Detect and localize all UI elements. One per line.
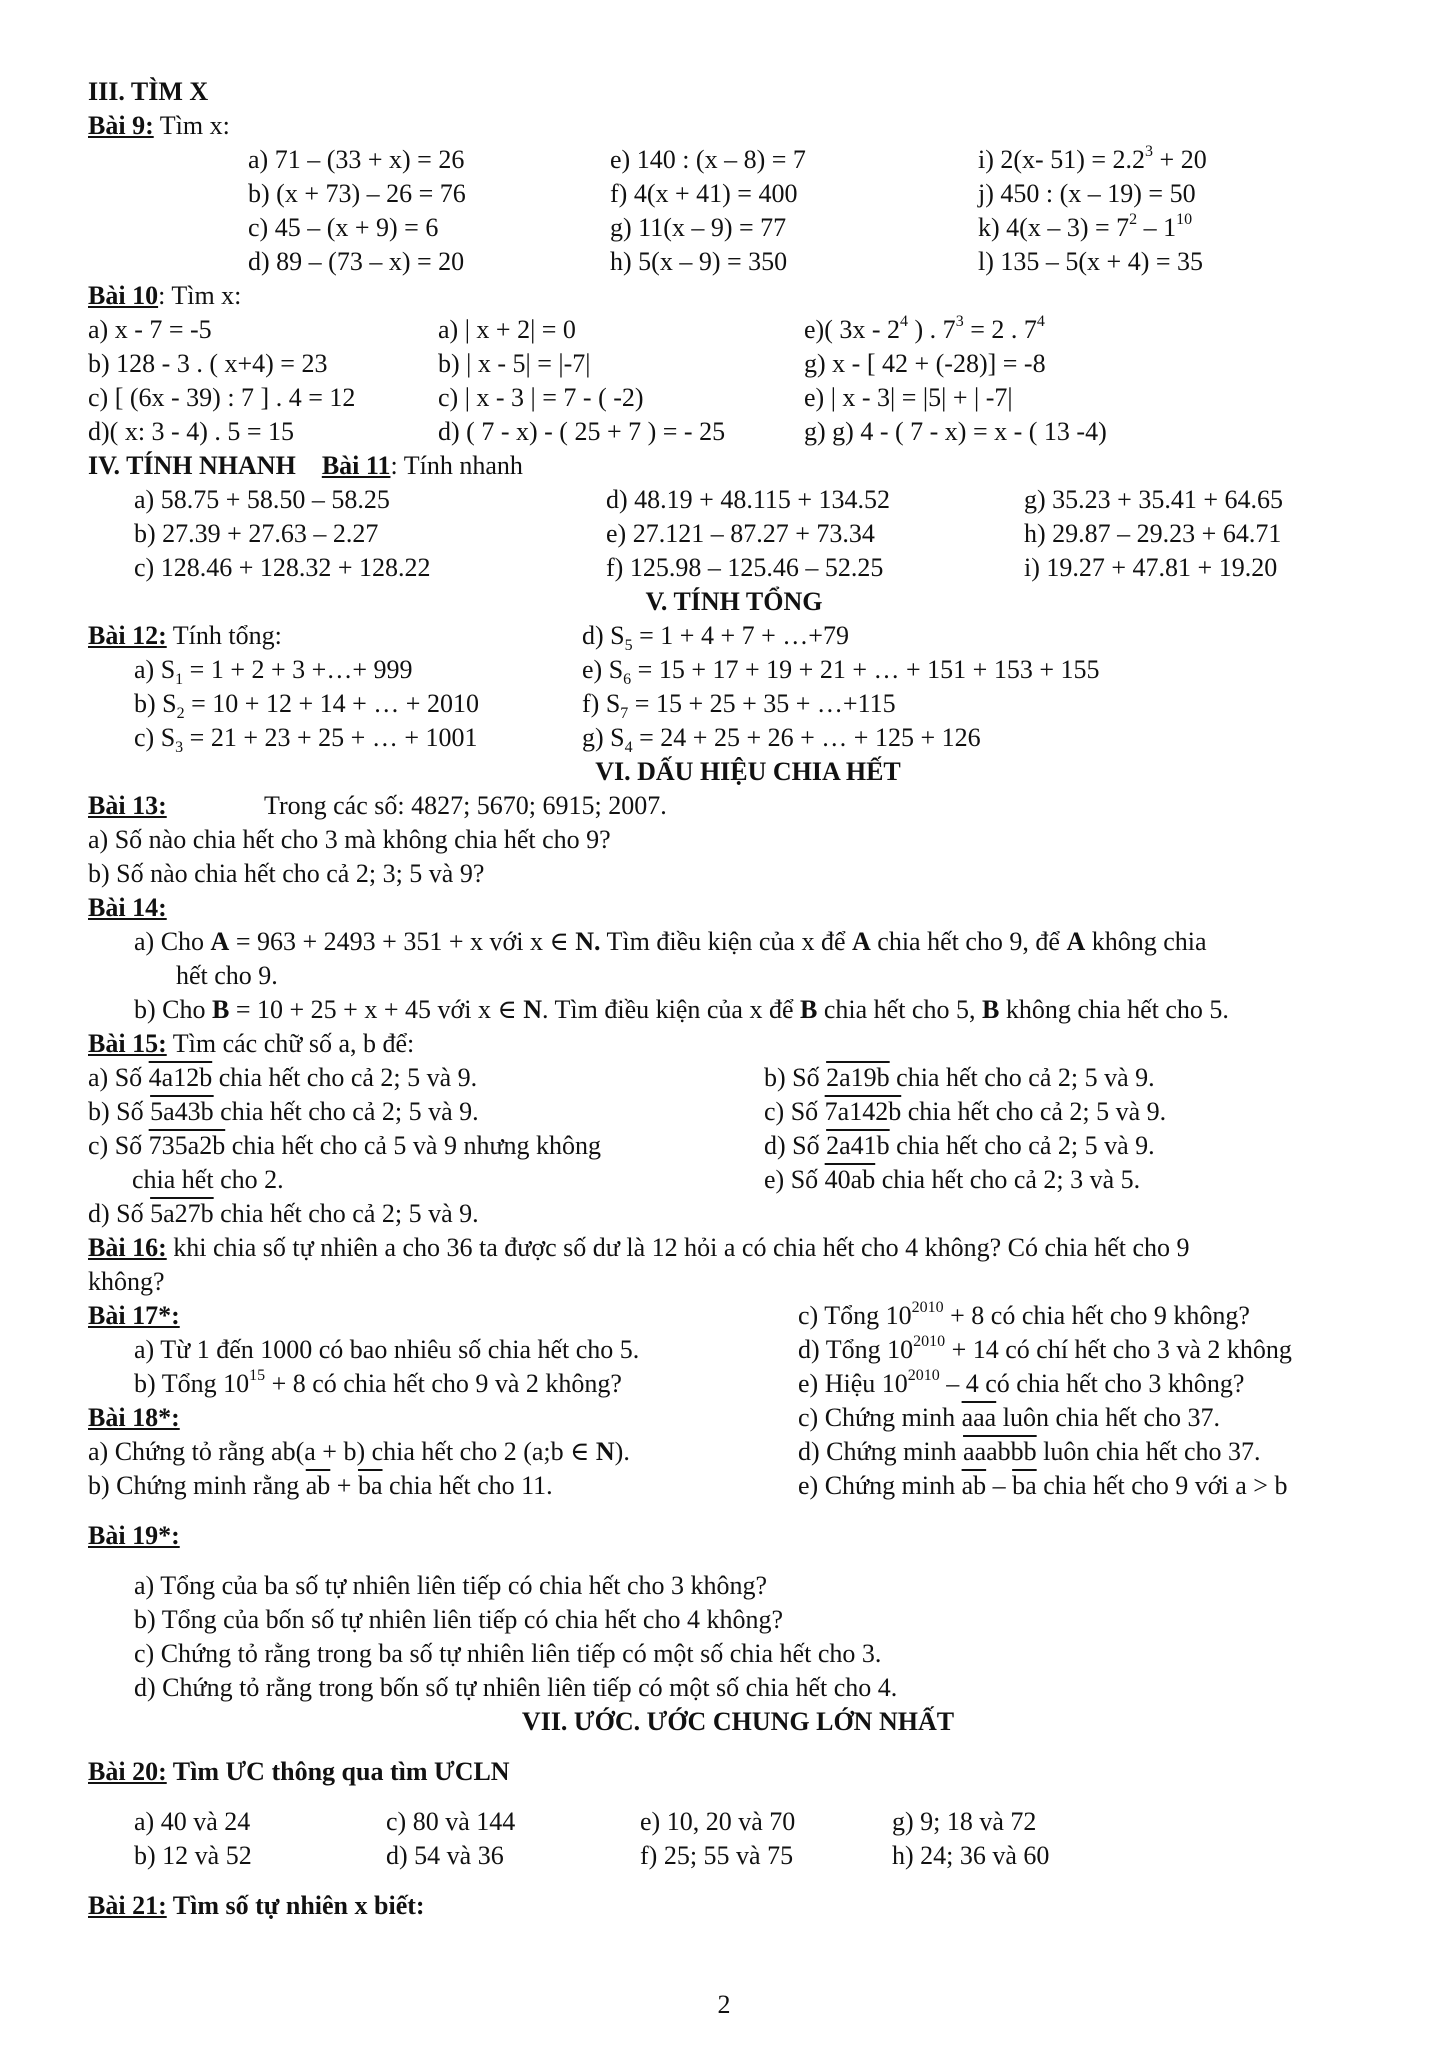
bai12-c-post: = 21 + 23 + 25 + … + 1001 <box>183 723 478 752</box>
bai18-c-t2: luôn chia hết cho 37. <box>996 1403 1221 1432</box>
bai15-re-pre: e) Số <box>764 1165 825 1194</box>
bai14-b-t4: chia hết cho 5, <box>817 995 982 1024</box>
bai18-item-a <box>88 1436 630 1468</box>
bai15-right-c <box>764 1096 1166 1128</box>
bai16-line1 <box>88 1232 1190 1264</box>
bai10-e-mid2: = 2 . 7 <box>963 315 1037 344</box>
bai15-rb-post: chia hết cho cả 2; 5 và 9. <box>889 1063 1155 1092</box>
bai15-rc-num: 7a142b <box>824 1097 902 1126</box>
bai10-c2-d: d) ( 7 - x) - ( 25 + 7 ) = - 25 <box>438 417 726 446</box>
bai15-la-pre: a) Số <box>88 1063 149 1092</box>
bai12-d-post: = 1 + 4 + 7 + …+79 <box>632 621 849 650</box>
bai20-item-d: d) 54 và 36 <box>386 1841 504 1870</box>
bai20-text: Tìm ƯC thông qua tìm ƯCLN <box>166 1757 510 1786</box>
bai14-a-t1: a) Cho <box>134 927 211 956</box>
bai17-heading <box>88 1300 180 1332</box>
bai20-item-e: e) 10, 20 và 70 <box>640 1807 796 1836</box>
bai17-item-b <box>134 1368 622 1400</box>
bai9-item-d: d) 89 – (73 – x) = 20 <box>248 247 465 276</box>
bai12-e-post: = 15 + 17 + 19 + 21 + … + 151 + 153 + 155 <box>631 655 1100 684</box>
section-title-tinh-tong: V. TÍNH TỔNG <box>645 587 823 616</box>
bai20-item-g: g) 9; 18 và 72 <box>892 1807 1037 1836</box>
bai12-item-d <box>582 620 849 655</box>
bai20-item-f: f) 25; 55 và 75 <box>640 1841 794 1870</box>
bai12-d-sub: 5 <box>624 637 633 655</box>
bai12-f-pre: f) S <box>582 689 621 718</box>
bai9-item-c: c) 45 – (x + 9) = 6 <box>248 213 439 242</box>
bai15-right-e <box>764 1164 1140 1196</box>
bai10-c1-b: b) 128 - 3 . ( x+4) = 23 <box>88 349 328 378</box>
bai18-item-b <box>88 1470 553 1502</box>
bai10-e-s3: 4 <box>1036 313 1045 331</box>
bai18-item-c <box>798 1402 1220 1434</box>
bai17-e-pre: e) Hiệu 10 <box>798 1369 908 1398</box>
bai15-text: Tìm các chữ số a, b để: <box>166 1029 415 1058</box>
bai18-heading <box>88 1402 180 1434</box>
bai11-item-a: a) 58.75 + 58.50 – 58.25 <box>134 485 390 514</box>
bai12-item-c <box>134 722 478 757</box>
bai18-b-t1: b) Chứng minh rằng <box>88 1471 306 1500</box>
bai15-rd-post: chia hết cho cả 2; 5 và 9. <box>889 1131 1155 1160</box>
bai12-a-sub: 1 <box>175 671 184 689</box>
bai17-label: Bài 17*: <box>88 1301 180 1330</box>
bai12-f-post: = 15 + 25 + 35 + …+115 <box>628 689 896 718</box>
bai19-heading <box>88 1520 180 1552</box>
bai17-c-sup: 2010 <box>911 1299 944 1317</box>
bai14-b-N: N <box>523 995 542 1024</box>
bai9-k-mid: – 1 <box>1137 213 1177 242</box>
bai14-b-t5: không chia hết cho 5. <box>999 995 1229 1024</box>
bai12-b-post: = 10 + 12 + 14 + … + 2010 <box>184 689 479 718</box>
bai11-item-d: d) 48.19 + 48.115 + 134.52 <box>606 485 891 514</box>
bai20-heading <box>88 1756 510 1788</box>
bai11-item-e: e) 27.121 – 87.27 + 73.34 <box>606 519 875 548</box>
bai12-g-pre: g) S <box>582 723 625 752</box>
bai16-text: khi chia số tự nhiên a cho 36 ta được số dư là 12 hỏi a có chia hết cho 4 không? Có chia hết cho 9 <box>166 1233 1190 1262</box>
bai15-left-a <box>88 1062 477 1094</box>
bai15-left-c-cont: chia hết cho 2. <box>132 1165 284 1194</box>
bai9-item-b: b) (x + 73) – 26 = 76 <box>248 179 466 208</box>
bai12-e-pre: e) S <box>582 655 624 684</box>
bai18-item-e <box>798 1470 1287 1502</box>
bai10-c1-a: a) x - 7 = -5 <box>88 315 212 344</box>
bai9-item-j: j) 450 : (x – 19) = 50 <box>978 179 1196 208</box>
bai17-b-post: + 8 có chia hết cho 9 và 2 không? <box>265 1369 622 1398</box>
bai17-item-e <box>798 1368 1244 1400</box>
bai17-item-d <box>798 1334 1292 1366</box>
bai10-e-pre: e)( 3x - 2 <box>804 315 901 344</box>
bai10-text: : Tìm x: <box>158 281 242 310</box>
bai15-rd-num: 2a41b <box>826 1131 890 1160</box>
bai10-c2-c: c) | x - 3 | = 7 - ( -2) <box>438 383 644 412</box>
bai9-heading <box>88 110 230 142</box>
bai16-line2: không? <box>88 1267 165 1296</box>
bai19-item-a: a) Tổng của ba số tự nhiên liên tiếp có chia hết cho 3 không? <box>134 1571 768 1600</box>
bai11-item-i: i) 19.27 + 47.81 + 19.20 <box>1024 553 1278 582</box>
bai12-text: Tính tổng: <box>166 621 282 650</box>
bai18-b-ba: $\overline{ba}$ <box>357 1471 383 1500</box>
bai19-item-b: b) Tổng của bốn số tự nhiên liên tiếp có chia hết cho 4 không? <box>134 1605 784 1634</box>
bai17-item-c <box>798 1300 1250 1332</box>
bai9-item-g: g) 11(x – 9) = 77 <box>610 213 787 242</box>
bai10-c3-e2: e) | x - 3| = |5| + | -7| <box>804 383 1013 412</box>
bai18-e-ab: $\overline{ab}$ <box>961 1471 987 1500</box>
bai17-item-a: a) Từ 1 đến 1000 có bao nhiêu số chia hết cho 5. <box>134 1335 640 1364</box>
bai18-item-d <box>798 1436 1261 1468</box>
bai14-item-b <box>134 994 1229 1026</box>
bai15-lb-pre: b) Số <box>88 1097 151 1126</box>
bai15-right-b <box>764 1062 1155 1094</box>
bai10-c2-b: b) | x - 5| = |-7| <box>438 349 591 378</box>
bai10-e-s1: 4 <box>900 313 909 331</box>
bai9-i-sup: 3 <box>1145 143 1154 161</box>
section-title-tinh-nhanh: IV. TÍNH NHANH <box>88 451 296 480</box>
bai12-b-pre: b) S <box>134 689 177 718</box>
bai10-c3-g: g) x - [ 42 + (-28)] = -8 <box>804 349 1046 378</box>
bai15-rc-post: chia hết cho cả 2; 5 và 9. <box>901 1097 1167 1126</box>
bai9-i-post: + 20 <box>1153 145 1207 174</box>
bai15-rb-pre: b) Số <box>764 1063 827 1092</box>
bai18-b-plus: + <box>330 1471 358 1500</box>
bai20-item-h: h) 24; 36 và 60 <box>892 1841 1050 1870</box>
bai18-b-t2: chia hết cho 11. <box>382 1471 553 1500</box>
bai12-g-post: = 24 + 25 + 26 + … + 125 + 126 <box>632 723 981 752</box>
bai14-b-B3: B <box>981 995 1000 1024</box>
bai18-c-t1: c) Chứng minh <box>798 1403 962 1432</box>
bai18-b-ab: $\overline{ab}$ <box>305 1471 331 1500</box>
bai10-e-mid: ) . 7 <box>908 315 956 344</box>
bai12-e-sub: 6 <box>623 671 632 689</box>
section-title-dau-hieu: VI. DẤU HIỆU CHIA HẾT <box>595 757 901 786</box>
bai20-item-a: a) 40 và 24 <box>134 1807 251 1836</box>
bai14-b-t2: = 10 + 25 + x + 45 với x ∈ <box>229 995 524 1024</box>
bai9-k-pre: k) 4(x – 3) = 7 <box>978 213 1130 242</box>
bai15-rb-num: 2a19b <box>826 1063 890 1092</box>
bai15-lb-num: 5a43b <box>150 1097 214 1126</box>
bai12-a-post: = 1 + 2 + 3 +…+ 999 <box>183 655 413 684</box>
bai11-item-f: f) 125.98 – 125.46 – 52.25 <box>606 553 884 582</box>
bai21-heading <box>88 1890 425 1922</box>
bai21-label: Bài 21: <box>88 1891 167 1920</box>
bai15-lc-post: chia hết cho cả 5 và 9 nhưng không <box>225 1131 602 1160</box>
bai10-c1-d: d)( x: 3 - 4) . 5 = 15 <box>88 417 295 446</box>
bai12-c-pre: c) S <box>134 723 176 752</box>
bai12-d-pre: d) S <box>582 621 625 650</box>
section-title-tim-x: III. TÌM X <box>88 77 209 106</box>
bai18-e-t1: e) Chứng minh <box>798 1471 962 1500</box>
bai14-b-t3: . Tìm điều kiện của x để <box>542 995 801 1024</box>
bai19-label: Bài 19*: <box>88 1521 180 1550</box>
bai18-e-t2: chia hết cho 9 với a > b <box>1036 1471 1288 1500</box>
bai14-heading <box>88 892 167 924</box>
bai15-right-d <box>764 1130 1155 1162</box>
bai11-item-b: b) 27.39 + 27.63 – 2.27 <box>134 519 379 548</box>
bai18-a-t1: a) Chứng tỏ rằng ab(a + b) chia hết cho 2 (a;b ∈ <box>88 1437 596 1466</box>
bai15-la-num: 4a12b <box>148 1063 213 1092</box>
bai11-label: Bài 11 <box>321 451 391 480</box>
bai15-left-d <box>88 1198 479 1230</box>
bai14-a-t3: Tìm điều kiện của x để <box>600 927 852 956</box>
bai14-a-t2: = 963 + 2493 + 351 + x với x ∈ <box>229 927 576 956</box>
bai15-la-post: chia hết cho cả 2; 5 và 9. <box>212 1063 478 1092</box>
bai10-e-s2: 3 <box>955 313 964 331</box>
bai20-item-c: c) 80 và 144 <box>386 1807 516 1836</box>
bai13-label: Bài 13: <box>88 791 167 820</box>
bai14-a-N: N. <box>575 927 601 956</box>
bai11-item-h: h) 29.87 – 29.23 + 64.71 <box>1024 519 1282 548</box>
bai15-lc-num: 735a2b <box>148 1131 226 1160</box>
bai16-label: Bài 16: <box>88 1233 167 1262</box>
bai18-e-minus: – <box>986 1471 1013 1500</box>
bai18-a-t2: ). <box>614 1437 630 1466</box>
section-title-uoc: VII. ƯỚC. ƯỚC CHUNG LỚN NHẤT <box>521 1707 955 1736</box>
bai12-item-e <box>582 654 1100 689</box>
bai12-item-f <box>582 688 896 723</box>
bai11-item-c: c) 128.46 + 128.32 + 128.22 <box>134 553 431 582</box>
bai18-d-t1: d) Chứng minh <box>798 1437 964 1466</box>
bai9-item-f: f) 4(x + 41) = 400 <box>610 179 798 208</box>
bai12-item-g <box>582 722 981 757</box>
bai15-left-b <box>88 1096 479 1128</box>
bai10-c3-e <box>804 314 1045 346</box>
bai12-c-sub: 3 <box>175 739 184 757</box>
bai17-c-pre: c) Tổng 10 <box>798 1301 912 1330</box>
bai17-e-post: – 4 có chia hết cho 3 không? <box>939 1369 1245 1398</box>
bai15-left-c <box>88 1130 601 1162</box>
bai9-item-k <box>978 212 1192 244</box>
bai20-label: Bài 20: <box>88 1757 167 1786</box>
bai17-b-pre: b) Tổng 10 <box>134 1369 250 1398</box>
bai19-item-d: d) Chứng tỏ rằng trong bốn số tự nhiên liên tiếp có một số chia hết cho 4. <box>134 1673 898 1702</box>
bai10-label: Bài 10 <box>88 281 159 310</box>
bai12-b-sub: 2 <box>176 705 185 723</box>
bai15-ld-pre: d) Số <box>88 1199 151 1228</box>
bai11-heading <box>88 450 523 482</box>
bai10-c1-c: c) [ (6x - 39) : 7 ] . 4 = 12 <box>88 383 356 412</box>
bai15-label: Bài 15: <box>88 1029 167 1058</box>
bai13-item-b: b) Số nào chia hết cho cả 2; 3; 5 và 9? <box>88 859 485 888</box>
bai14-b-t1: b) Cho <box>134 995 212 1024</box>
bai9-item-l: l) 135 – 5(x + 4) = 35 <box>978 247 1204 276</box>
page-number: 2 <box>717 1990 731 2019</box>
bai14-a-A: A <box>210 927 230 956</box>
bai15-ld-post: chia hết cho cả 2; 5 và 9. <box>213 1199 479 1228</box>
bai14-label: Bài 14: <box>88 893 167 922</box>
bai18-e-ba: $\overline{ba}$ <box>1012 1471 1037 1500</box>
bai12-item-a <box>134 654 413 689</box>
bai15-re-post: chia hết cho cả 2; 3 và 5. <box>875 1165 1141 1194</box>
bai15-lc-pre: c) Số <box>88 1131 149 1160</box>
bai19-item-c: c) Chứng tỏ rằng trong ba số tự nhiên liên tiếp có một số chia hết cho 3. <box>134 1639 882 1668</box>
bai14-a-t4: chia hết cho 9, để <box>870 927 1067 956</box>
bai17-d-post: + 14 có chí hết cho 3 và 2 không <box>945 1335 1292 1364</box>
bai11-text: : Tính nhanh <box>390 451 523 480</box>
bai15-rd-pre: d) Số <box>764 1131 827 1160</box>
bai13-text: Trong các số: 4827; 5670; 6915; 2007. <box>264 791 667 820</box>
bai14-b-B2: B <box>800 995 818 1024</box>
bai11-item-g: g) 35.23 + 35.41 + 64.65 <box>1024 485 1283 514</box>
bai12-g-sub: 4 <box>624 739 633 757</box>
bai18-c-num: $\overline{aaa}$ <box>961 1403 997 1432</box>
bai14-b-B: B <box>212 995 230 1024</box>
bai10-c2-a: a) | x + 2| = 0 <box>438 315 576 344</box>
bai15-rc-pre: c) Số <box>764 1097 825 1126</box>
bai12-heading <box>88 620 282 652</box>
bai14-item-a <box>134 926 1207 958</box>
bai12-f-sub: 7 <box>620 705 629 723</box>
bai20-item-b: b) 12 và 52 <box>134 1841 252 1870</box>
bai9-item-h: h) 5(x – 9) = 350 <box>610 247 788 276</box>
bai15-re-num: 40ab <box>824 1165 876 1194</box>
bai12-a-pre: a) S <box>134 655 176 684</box>
bai18-d-num: aaabbb <box>963 1437 1037 1466</box>
bai17-d-pre: d) Tổng 10 <box>798 1335 914 1364</box>
bai14-a-t5: không chia <box>1085 927 1207 956</box>
bai12-item-b <box>134 688 479 723</box>
bai12-label: Bài 12: <box>88 621 167 650</box>
bai18-d-t2: luôn chia hết cho 37. <box>1036 1437 1261 1466</box>
bai9-item-i <box>978 144 1207 176</box>
bai13-heading <box>88 790 167 822</box>
bai18-label: Bài 18*: <box>88 1403 180 1432</box>
bai14-a-A3: A <box>1066 927 1086 956</box>
bai18-a-N: N <box>595 1437 615 1466</box>
bai21-text: Tìm số tự nhiên x biết: <box>166 1891 425 1920</box>
bai14-a-A2: A <box>852 927 871 956</box>
bai14-item-a-cont: hết cho 9. <box>176 961 278 990</box>
bai10-c3-g2: g) g) 4 - ( 7 - x) = x - ( 13 -4) <box>804 417 1107 446</box>
bai9-item-e: e) 140 : (x – 8) = 7 <box>610 145 806 174</box>
bai17-d-sup: 2010 <box>913 1333 946 1351</box>
bai15-heading <box>88 1028 414 1060</box>
bai15-ld-num: 5a27b <box>150 1199 214 1228</box>
bai10-heading <box>88 280 241 312</box>
bai13-item-a: a) Số nào chia hết cho 3 mà không chia hết cho 9? <box>88 825 611 854</box>
bai9-k-sup1: 2 <box>1129 211 1138 229</box>
bai15-lb-post: chia hết cho cả 2; 5 và 9. <box>213 1097 479 1126</box>
bai9-i-pre: i) 2(x- 51) = 2.2 <box>978 145 1146 174</box>
bai9-label: Bài 9: <box>88 111 154 140</box>
bai9-item-a: a) 71 – (33 + x) = 26 <box>248 145 465 174</box>
bai9-k-sup2: 10 <box>1176 211 1193 229</box>
bai9-text: Tìm x: <box>153 111 230 140</box>
bai17-c-post: + 8 có chia hết cho 9 không? <box>943 1301 1250 1330</box>
bai17-b-sup: 15 <box>249 1367 266 1385</box>
bai17-e-sup: 2010 <box>907 1367 940 1385</box>
